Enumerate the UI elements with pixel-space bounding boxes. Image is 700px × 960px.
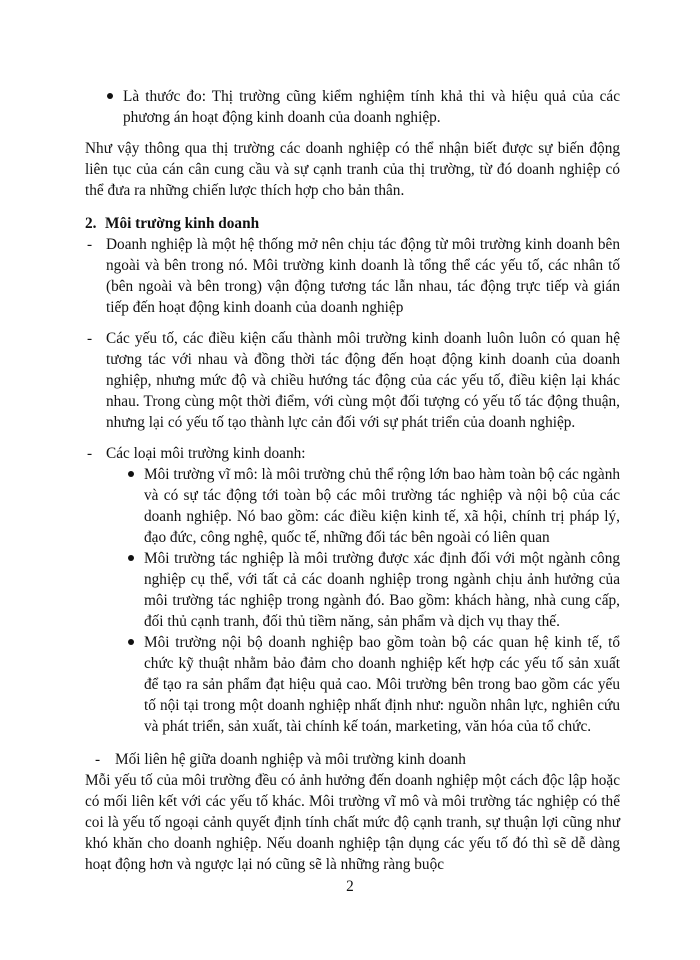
dash-list-item [85,328,620,433]
section-number: 2. [85,215,97,232]
relation-heading [85,749,620,770]
env-type-item [85,464,620,548]
env-type-item [85,632,620,737]
dash-marker: - [87,445,93,462]
bullet-item [85,86,620,128]
dash-marker: - [87,330,93,347]
env-type-text: Môi trường tác nghiệp là môi trường được xác định đối với một ngành công nghiệp cụ thể, với tất cả các doanh nghiệp trong ngành chịu ảnh hưởng của môi trường tác nghiệp trong ngành đó. Bao gồm: khách hàng, nhà cung cấp, đối thủ cạnh tranh, đối thủ tiềm năng, sản phẩm và dịch vụ thay thế. [144,550,620,630]
bullet-dot-icon [128,639,134,645]
intro-paragraph: Như vậy thông qua thị trường các doanh nghiệp có thể nhận biết được sự biến động liên tục của cán cân cung cầu và sự cạnh tranh của thị trường, từ đó doanh nghiệp có thể đưa ra những chiến lược thích hợp cho bản thân. [85,140,620,199]
section-title: Môi trường kinh doanh [105,215,260,232]
relation-heading-text: Mối liên hệ giữa doanh nghiệp và môi trường kinh doanh [115,751,466,768]
dash-list-item [85,443,620,464]
dash-marker: - [87,236,93,253]
bullet-dot-icon [128,471,134,477]
dash-item-text: Các loại môi trường kinh doanh: [106,445,306,462]
page-content [85,86,620,875]
env-type-text: Môi trường nội bộ doanh nghiệp bao gồm toàn bộ các quan hệ kinh tế, tổ chức kỹ thuật nhằm bảo đảm cho doanh nghiệp kết hợp các yếu tố sản xuất để tạo ra sản phẩm đạt hiệu quả cao. Môi trường bên trong bao gồm các yếu tố nội tại trong một doanh nghiệp nhất định như: nguồn nhân lực, nghiên cứu và phát triển, sản xuất, tài chính kế toán, marketing, văn hóa của tổ chức. [144,634,620,735]
relation-paragraph: Mỗi yếu tố của môi trường đều có ảnh hưởng đến doanh nghiệp một cách độc lập hoặc có mối liên kết với các yếu tố khác. Môi trường vĩ mô và môi trường tác nghiệp có thể coi là yếu tố ngoại cảnh quyết định tính chất mức độ cạnh tranh, sự thuận lợi cũng như khó khăn cho doanh nghiệp. Nếu doanh nghiệp tận dụng các yếu tố đó thì sẽ dễ dàng hoạt động hơn và ngược lại nó cũng sẽ là những ràng buộc [85,772,620,873]
page-number: 2 [346,878,354,895]
bullet-text: Là thước đo: Thị trường cũng kiểm nghiệm tính khả thi và hiệu quả của các phương án hoạt động kinh doanh của doanh nghiệp. [123,88,620,126]
dash-list-item [85,234,620,318]
bullet-dot-icon [128,555,134,561]
dash-marker: - [95,751,101,768]
dash-item-text: Các yếu tố, các điều kiện cấu thành môi trường kinh doanh luôn luôn có quan hệ tương tác với nhau và đồng thời tác động đến hoạt động kinh doanh của doanh nghiệp, nhưng mức độ và chiều hướng tác động của các yếu tố, điều kiện lại khác nhau. Trong cùng một thời điểm, với cùng một đối tượng có yếu tố tác động thuận, nhưng lại có yếu tố tạo thành lực cản đối với sự phát triển của doanh nghiệp. [106,330,620,431]
section-heading [85,213,620,234]
dash-item-text: Doanh nghiệp là một hệ thống mở nên chịu tác động từ môi trường kinh doanh bên ngoài và bên trong nó. Môi trường kinh doanh là tổng thể các yếu tố, các nhân tố (bên ngoài và bên trong) vận động tương tác lẫn nhau, tác động trực tiếp và gián tiếp đến hoạt động kinh doanh của doanh nghiệp [106,236,620,316]
env-type-item [85,548,620,632]
bullet-dot-icon [107,93,113,99]
env-type-text: Môi trường vĩ mô: là môi trường chủ thể rộng lớn bao hàm toàn bộ các ngành và có sự tác động tới toàn bộ các môi trường tác nghiệp và nội bộ của các doanh nghiệp. Nó bao gồm: các điều kiện kinh tế, xã hội, chính trị pháp lý, đạo đức, công nghệ, quốc tế, những đối tác bên ngoài có liên quan [144,466,620,546]
